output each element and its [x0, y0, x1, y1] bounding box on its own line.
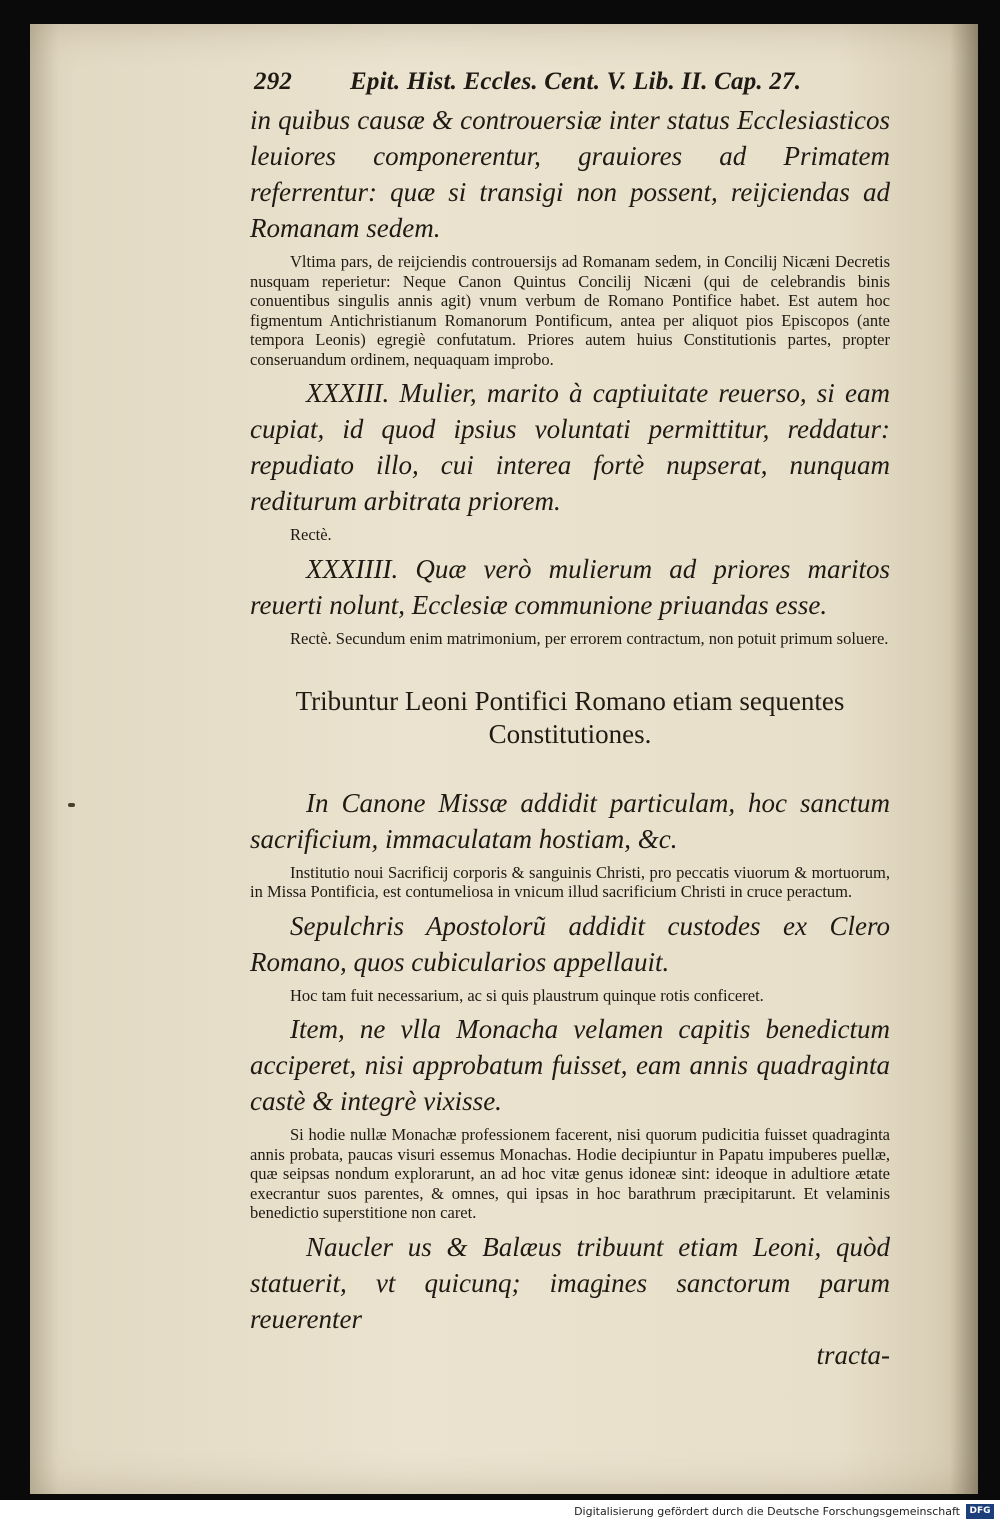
- constitution-item: Naucler us & Balæus tribuunt etiam Leoni, quòd statuerit, vt quicunq; imagines sanctorum parum reuerenter: [250, 1231, 890, 1334]
- constitution-item: Sepulchris Apostolorũ addidit custodes ex Clero Romano, quos cubicularios appellauit.: [250, 910, 890, 977]
- margin-mark: [68, 803, 75, 807]
- spine-shadow: [950, 24, 978, 1494]
- page-header: [254, 68, 890, 102]
- running-title: Epit. Hist. Eccles. Cent. V. Lib. II. Cap. 27.: [350, 68, 802, 95]
- commentary-paragraph: Institutio noui Sacrificij corporis & sanguinis Christi, pro peccatis viuorum & mortuorum, in Missa Pontificia, est contumeliosa in vnicum illud sacrificium Christi in cruce peractum.: [250, 862, 890, 901]
- catchword: tracta-: [816, 1339, 890, 1370]
- commentary-recte: Rectè.: [290, 525, 332, 544]
- commentary-paragraph: Rectè. Secundum enim matrimonium, per errorem contractum, non potuit primum soluere.: [290, 629, 889, 648]
- commentary-paragraph: Vltima pars, de reijciendis controuersijs ad Romanam sedem, in Concilij Nicæni Decretis nusquam reperietur: Neque Canon Quintus Concilij Nicæni (qui de celebrandis binis conuentibus singulis annis agit) vnum verbum de Romano Pontifice habet. Est autem hoc figmentum Antichristianum Romanorum Pontificum, antea per aliquot pios Episcopos (ante tempora Leonis) egregiè confutatum. Priores autem huius Constitutionis partes, propter conseruandum ordinem, nequaquam improbo.: [250, 252, 890, 369]
- page-number: 292: [254, 68, 293, 95]
- page-content: [250, 68, 890, 1373]
- decree-continuation: in quibus causæ & controuersiæ inter status Ecclesiasticos leuiores componerentur, grauiores ad Primatem referrentur: quæ si transigi non possent, reijciendas ad Romanam sedem.: [250, 105, 890, 243]
- commentary-paragraph: Hoc tam fuit necessarium, ac si quis plaustrum quinque rotis conficeret.: [290, 985, 764, 1005]
- commentary-paragraph: Si hodie nullæ Monachæ professionem facerent, nisi quorum pudicitia fuisset quadraginta annis probata, paucas visuri essemus Monachas. Hodie decipiuntur in Papatu impuberes puellæ, quæ seipsas nondum explorarunt, an ad hoc vitæ genus idoneæ sint: ideoque in adultiore ætate execrantur suos parentes, & omnes, qui ipsas in hoc barathrum præcipitarunt. Et velaminis benedictio superstitione non caret.: [250, 1125, 890, 1222]
- funding-note: Digitalisierung gefördert durch die Deutsche Forschungsgemeinschaft: [574, 1505, 960, 1518]
- decree-xxxiiii: XXXIIII. Quæ verò mulierum ad priores maritos reuerti nolunt, Ecclesiæ communione priuandas esse.: [250, 554, 890, 620]
- funding-footer: [0, 1500, 1000, 1524]
- section-heading: Tribuntur Leoni Pontifici Romano etiam sequentes Constitutiones.: [295, 685, 845, 749]
- dfg-logo[interactable]: DFG: [966, 1504, 994, 1519]
- decree-xxxiii: XXXIII. Mulier, marito à captiuitate reuerso, si eam cupiat, id quod ipsius voluntati permittitur, reddatur: repudiato illo, cui interea fortè nupserat, nunquam rediturum arbitrata priorem.: [250, 378, 890, 516]
- constitution-item: In Canone Missæ addidit particulam, hoc sanctum sacrificium, immaculatam hostiam, &c.: [250, 787, 890, 854]
- constitution-item: Item, ne vlla Monacha velamen capitis benedictum acciperet, nisi approbatum fuisset, eam annis quadraginta castè & integrè vixisse.: [250, 1014, 890, 1116]
